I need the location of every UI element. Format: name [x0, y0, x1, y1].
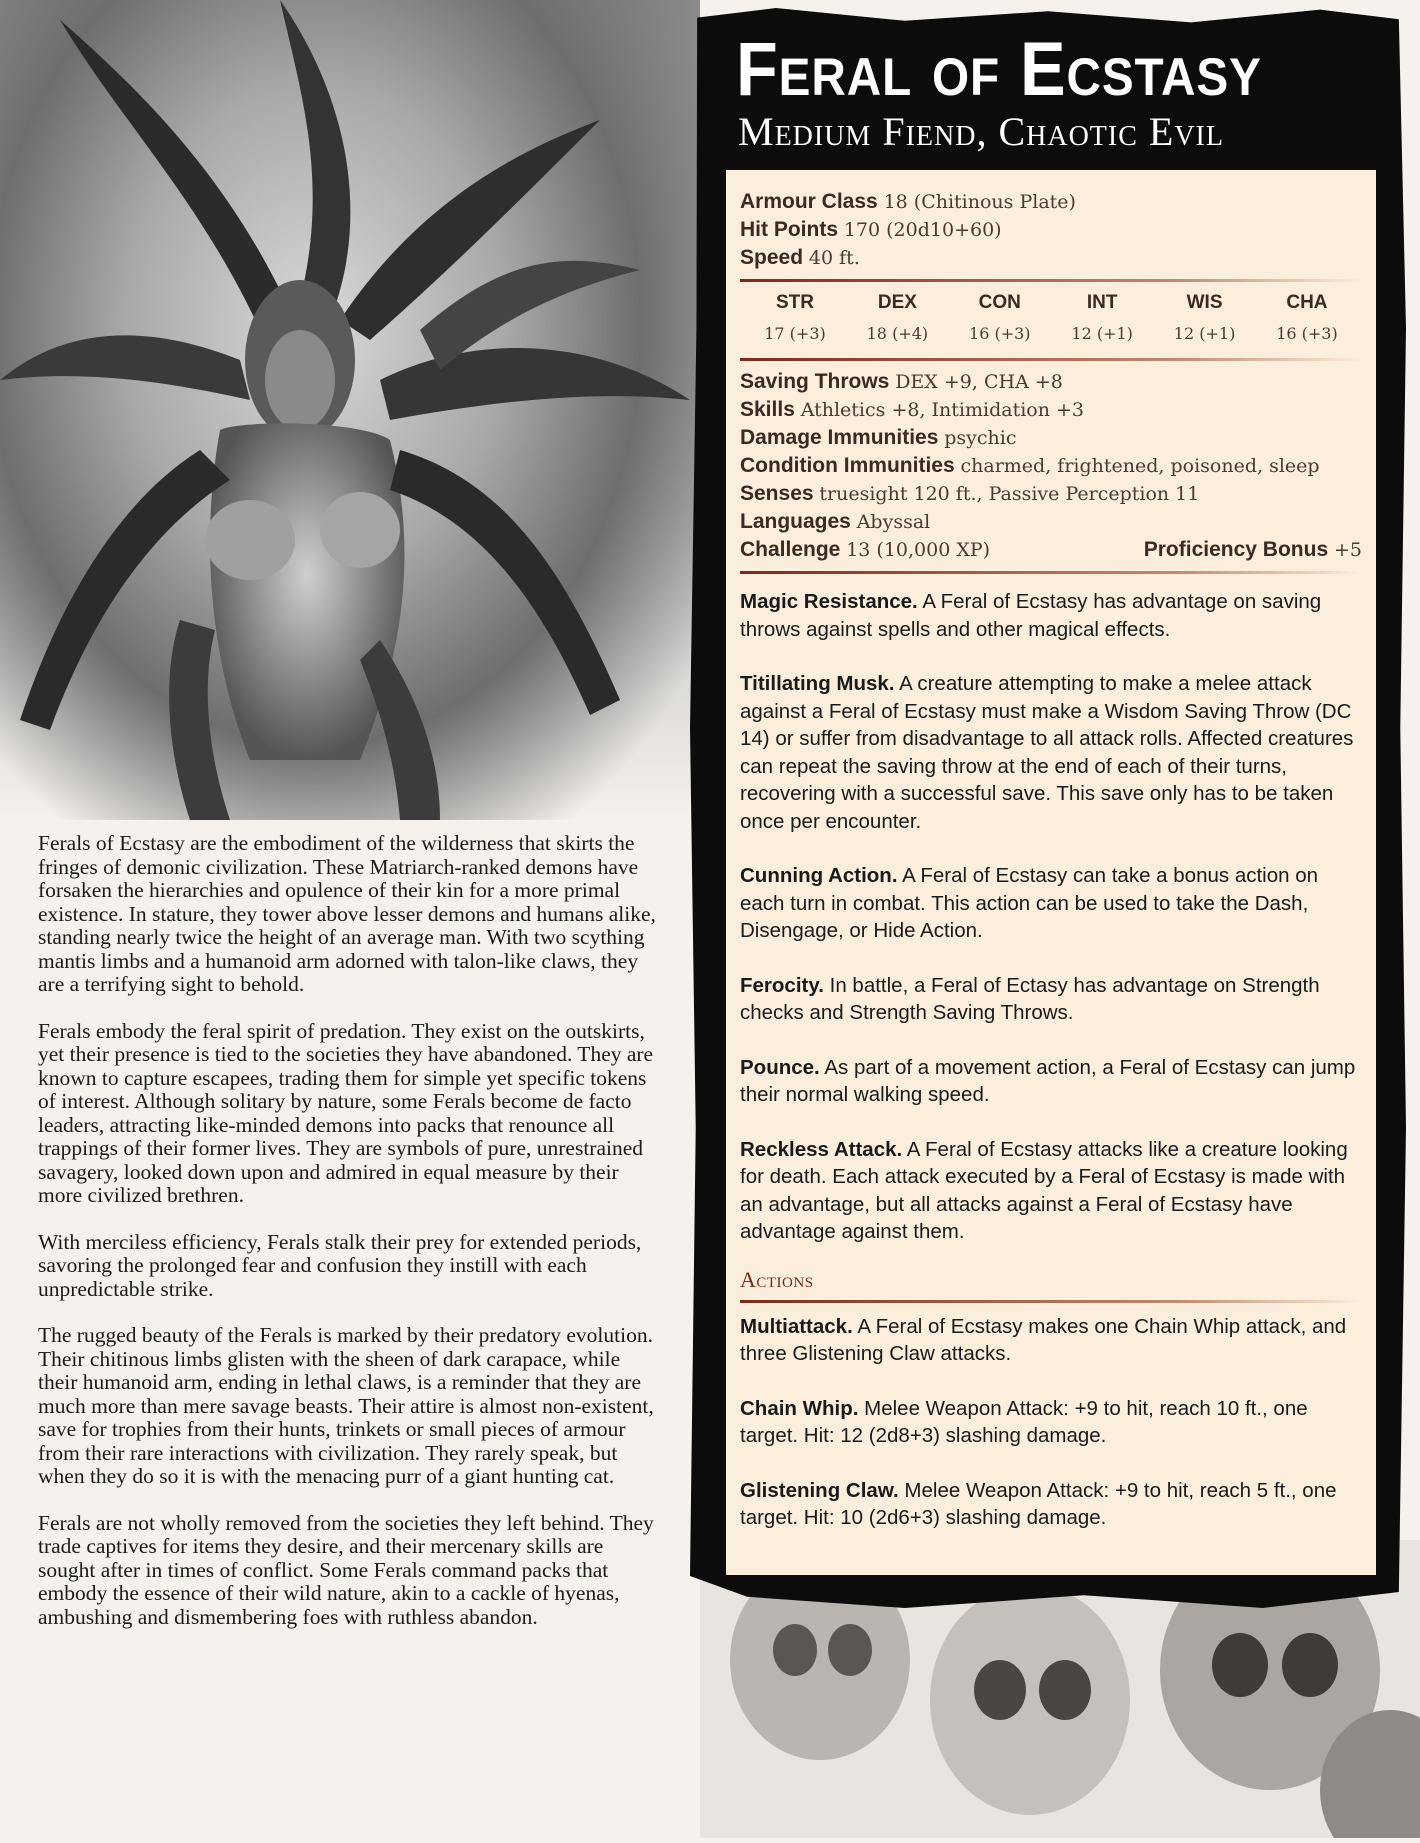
proficiency-value: +5	[1333, 539, 1362, 561]
damage-immunities-value: psychic	[944, 427, 1017, 449]
actions-heading: Actions	[740, 1266, 814, 1292]
ability-name: DEX	[877, 292, 917, 313]
ability-score: 12 (+1)	[1173, 324, 1236, 343]
languages-row	[740, 508, 1362, 536]
divider	[740, 358, 1362, 361]
senses-value: truesight 120 ft., Passive Perception 11	[819, 483, 1200, 505]
ability-score: 12 (+1)	[1071, 324, 1133, 343]
lore-paragraph: With merciless efficiency, Ferals stalk their prey for extended periods, savoring the prolonged fear and confusion they instill with each unpredictable strike.	[38, 1229, 642, 1301]
armour-class-row	[740, 188, 1362, 216]
ability-cha	[1260, 289, 1354, 351]
creature-type: Medium Fiend, Chaotic Evil	[738, 109, 1224, 154]
creature-name: Feral of Ecstasy	[736, 27, 1262, 112]
trait	[740, 670, 1362, 835]
ability-name: CON	[978, 292, 1021, 313]
action	[740, 1395, 1362, 1450]
hit-points-value: 170 (20d10+60)	[843, 219, 1002, 241]
challenge-row	[740, 536, 1362, 564]
ability-score: 16 (+3)	[969, 324, 1031, 343]
saving-throws-row	[740, 368, 1362, 396]
divider	[740, 279, 1362, 282]
trait-text: A Feral of Ecstasy can take a bonus action on each turn in combat. This action can be used to take the Dash, Disengage, or Hide Action.	[740, 864, 1319, 942]
lore-paragraph: Ferals embody the feral spirit of predation. They exist on the outskirts, yet their presence is tied to the societies they have abandoned. They are known to capture escapees, trading them for simple yet specific tokens of interest. Although solitary by nature, some Ferals become de facto leaders, attracting like-minded demons into packs that renounce all trappings of their former lives. They are symbols of pure, unrestrained savagery, looked down upon and admired in equal measure by their more civilized brethren.	[38, 1018, 654, 1207]
speed-label: Speed	[740, 246, 804, 269]
trait-text: A Feral of Ecstasy has advantage on saving throws against spells and other magical effects.	[740, 590, 1322, 641]
trait-text: A Feral of Ecstasy attacks like a creature looking for death. Each attack executed by a Feral of Ecstasy is made with an advantage, but all attacks against a Feral of Ecstasy have advantage against them.	[740, 1137, 1348, 1243]
damage-immunities-row	[740, 424, 1362, 452]
condition-immunities-label: Condition Immunities	[740, 454, 955, 477]
senses-label: Senses	[740, 482, 814, 505]
trait-text: As part of a movement action, a Feral of Ecstasy can jump their normal walking speed.	[740, 1055, 1356, 1106]
action-text: Melee Weapon Attack: +9 to hit, reach 10 ft., one target. Hit: 12 (2d8+3) slashing damage.	[740, 1396, 1308, 1447]
senses-row	[740, 480, 1362, 508]
trait-name: Titillating Musk.	[740, 672, 895, 695]
trait-text: A creature attempting to make a melee attack against a Feral of Ecstasy must make a Wisdom Saving Throw (DC 14) or suffer from disadvantage to all attack rolls. Affected creatures can repeat the saving throw at the end of each of their turns, recovering with a successful save. This save only has to be taken once per encounter.	[740, 672, 1354, 833]
ability-name: STR	[776, 292, 814, 313]
languages-label: Languages	[740, 510, 851, 533]
challenge	[740, 536, 990, 564]
action-text: Melee Weapon Attack: +9 to hit, reach 5 ft., one target. Hit: 10 (2d6+3) slashing damage.	[740, 1478, 1337, 1529]
divider	[740, 571, 1362, 574]
lore-paragraph: Ferals of Ecstasy are the embodiment of the wilderness that skirts the fringes of demonic civilization. These Matriarch-ranked demons have forsaken the hierarchies and opulence of their kin for a more primal existence. In stature, they tower above lesser demons and humans alike, standing nearly twice the height of an average man. With two scything mantis limbs and a humanoid arm adorned with talon-like claws, they are a terrifying sight to behold.	[38, 831, 656, 996]
demon-illustration-icon	[0, 0, 700, 820]
ability-name: CHA	[1286, 292, 1328, 313]
action-name: Glistening Claw.	[740, 1478, 899, 1502]
armour-class-value: 18 (Chitinous Plate)	[883, 191, 1076, 213]
ability-con	[953, 289, 1047, 351]
challenge-label: Challenge	[740, 538, 841, 561]
proficiency-bonus	[1144, 536, 1362, 564]
skills-row	[740, 396, 1362, 424]
divider	[740, 1300, 1362, 1303]
challenge-value: 13 (10,000 XP)	[846, 539, 991, 561]
condition-immunities-row	[740, 452, 1362, 480]
ability-score: 18 (+4)	[866, 324, 929, 343]
lore-paragraph: The rugged beauty of the Ferals is marked by their predatory evolution. Their chitinous limbs glisten with the sheen of dark carapace, while their humanoid arm, ending in lethal claws, is a reminder that they are much more than mere savage beasts. Their attire is almost non-existent, save for trophies from their hunts, trinkets or small pieces of armour from their rare interactions with civilization. They rarely speak, but when they do so it is with the menacing purr of a giant hunting cat.	[38, 1323, 654, 1488]
damage-immunities-label: Damage Immunities	[740, 426, 939, 449]
ability-dex	[850, 289, 944, 351]
action-text: A Feral of Ecstasy makes one Chain Whip attack, and three Glistening Claw attacks.	[740, 1314, 1347, 1365]
ability-scores	[740, 289, 1362, 351]
saving-throws-value: DEX +9, CHA +8	[895, 371, 1063, 393]
ability-name: WIS	[1186, 292, 1223, 313]
action-name: Chain Whip.	[740, 1396, 859, 1420]
ability-wis	[1158, 289, 1252, 351]
trait-name: Pounce.	[740, 1055, 820, 1079]
trait	[740, 972, 1362, 1027]
action	[740, 1313, 1362, 1368]
ability-score: 17 (+3)	[764, 324, 826, 343]
ability-int	[1055, 289, 1149, 351]
trait	[740, 1054, 1362, 1109]
skills-value: Athletics +8, Intimidation +3	[800, 399, 1085, 421]
proficiency-label: Proficiency Bonus	[1143, 538, 1329, 561]
hit-points-row	[740, 216, 1362, 244]
speed-value: 40 ft.	[808, 247, 860, 269]
ability-str	[748, 289, 842, 351]
traits	[740, 588, 1362, 1246]
speed-row	[740, 244, 1362, 272]
trait-name: Reckless Attack.	[740, 1137, 903, 1161]
lore-paragraph: Ferals are not wholly removed from the societies they left behind. They trade captives for items they desire, and their mercenary skills are sought after in times of conflict. Some Ferals command packs that embody the essence of their wild nature, akin to a cackle of hyenas, ambushing and dismembering foes with ruthless abandon.	[38, 1510, 654, 1629]
action-name: Multiattack.	[740, 1314, 853, 1338]
trait-name: Cunning Action.	[740, 864, 898, 887]
ability-name: INT	[1086, 292, 1118, 313]
saving-throws-label: Saving Throws	[740, 370, 890, 393]
condition-immunities-value: charmed, frightened, poisoned, sleep	[960, 455, 1320, 477]
languages-value: Abyssal	[856, 511, 931, 533]
trait-name: Magic Resistance.	[740, 590, 918, 613]
trait-text: In battle, a Feral of Ectasy has advantage on Strength checks and Strength Saving Throws.	[740, 973, 1320, 1024]
creature-illustration	[0, 0, 700, 820]
trait	[740, 862, 1362, 945]
actions	[740, 1313, 1362, 1532]
ability-score: 16 (+3)	[1276, 324, 1338, 343]
skills-label: Skills	[740, 398, 795, 421]
trait	[740, 1136, 1362, 1246]
action	[740, 1477, 1362, 1532]
armour-class-label: Armour Class	[740, 190, 878, 213]
lore-text	[38, 832, 660, 1652]
statblock-panel	[726, 170, 1376, 1575]
trait-name: Ferocity.	[740, 973, 824, 997]
trait	[740, 588, 1362, 643]
hit-points-label: Hit Points	[740, 218, 838, 241]
